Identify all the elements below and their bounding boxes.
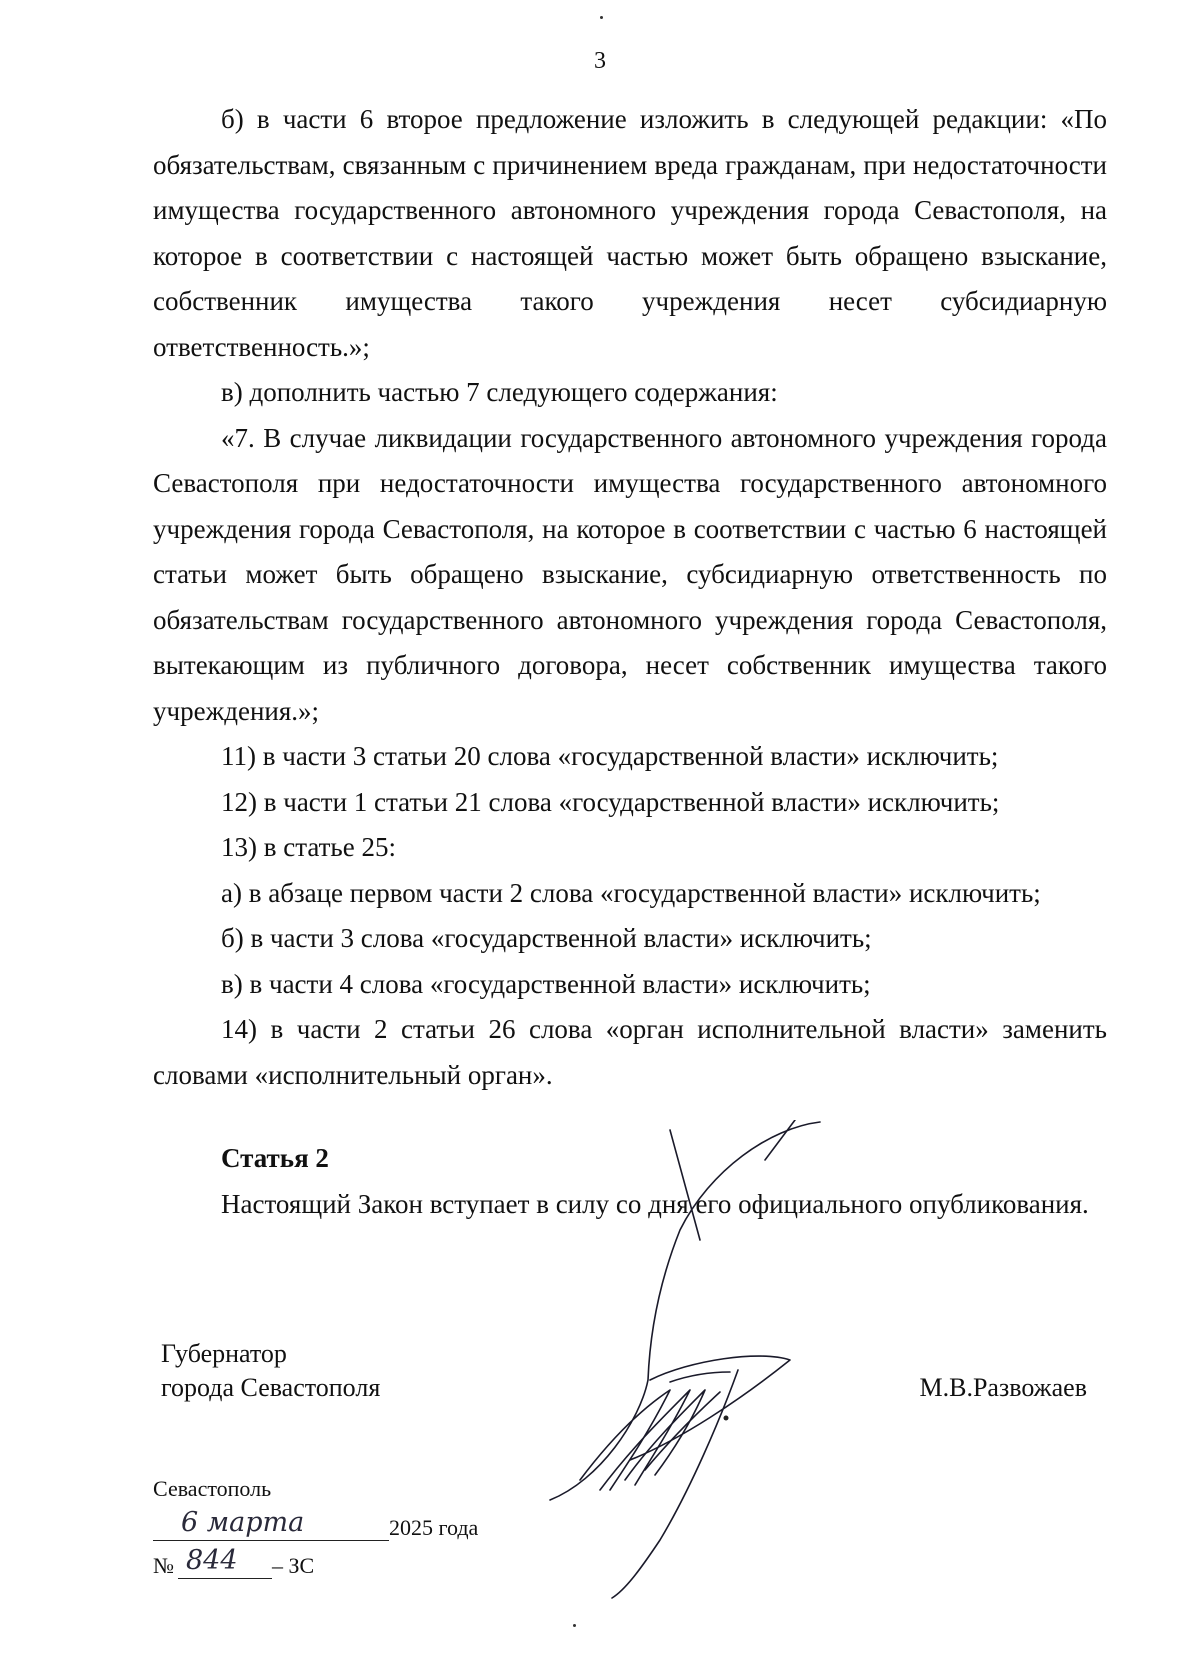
paragraph-item-13b: б) в части 3 слова «государственной власти» исключить; <box>221 923 872 953</box>
paragraph-item-12: 12) в части 1 статьи 21 слова «государственной власти» исключить; <box>221 786 1000 817</box>
paragraph-item-13v: в) в части 4 слова «государственной власти» исключить; <box>221 968 871 999</box>
handwritten-date: 6 марта <box>181 1507 305 1538</box>
document-body <box>153 97 1107 1227</box>
signatory-name: М.В.Развожаев <box>919 1373 1087 1402</box>
article-2-text: Настоящий Закон вступает в силу со дня его официального опубликования. <box>221 1188 1089 1219</box>
date-line <box>153 1507 479 1541</box>
paragraph-item-11: 11) в части 3 статьи 20 слова «государственной власти» исключить; <box>221 741 999 771</box>
paragraph-item-13: 13) в статье 25: <box>221 832 396 862</box>
paragraph-part-7-text: «7. В случае ликвидации государственного автономного учреждения города Севастополя при недостаточности имущества государственного автономного учреждения города Севастополя, на которое в соответствии с частью 6 настоящей статьи может быть обращено взыскание, субсидиарную ответственность по обязательствам государственного автономного учреждения города Севастополя, вытекающим из публичного договора, несет собственник имущества такого учреждения.»; <box>153 422 1107 726</box>
number-suffix: – ЗС <box>272 1553 315 1578</box>
number-blank <box>178 1545 272 1579</box>
law-number-line <box>153 1545 315 1579</box>
paragraph-6b: б) в части 6 второе предложение изложить в следующей редакции: «По обязательствам, связанным с причинением вреда гражданам, при недостаточности имущества государственного автономного учреждения города Севастополя, на которое в соответствии с настоящей частью может быть обращено взыскание, собственник имущества такого учреждения несет субсидиарную ответственность.»; <box>153 104 1107 362</box>
date-blank <box>153 1507 389 1541</box>
scan-speck <box>600 16 603 19</box>
paragraph-7v: в) дополнить частью 7 следующего содержания: <box>221 377 778 407</box>
signatory-position-line2: города Севастополя <box>161 1373 381 1402</box>
paragraph-item-13a: а) в абзаце первом части 2 слова «государственной власти» исключить; <box>221 877 1041 908</box>
date-year: 2025 года <box>389 1515 479 1540</box>
signatory-position-line1: Губернатор <box>161 1339 287 1368</box>
signature-image <box>540 1120 840 1600</box>
article-2-title: Статья 2 <box>221 1143 329 1173</box>
number-sign: № <box>153 1553 174 1578</box>
page-number: 3 <box>594 48 606 74</box>
handwritten-number: 844 <box>186 1545 238 1576</box>
scan-speck <box>573 1624 576 1627</box>
place-of-signing: Севастополь <box>153 1476 272 1501</box>
paragraph-item-14: 14) в части 2 статьи 26 слова «орган исполнительной власти» заменить словами «исполнительный орган». <box>153 1014 1107 1090</box>
signatory-position <box>161 1337 380 1405</box>
